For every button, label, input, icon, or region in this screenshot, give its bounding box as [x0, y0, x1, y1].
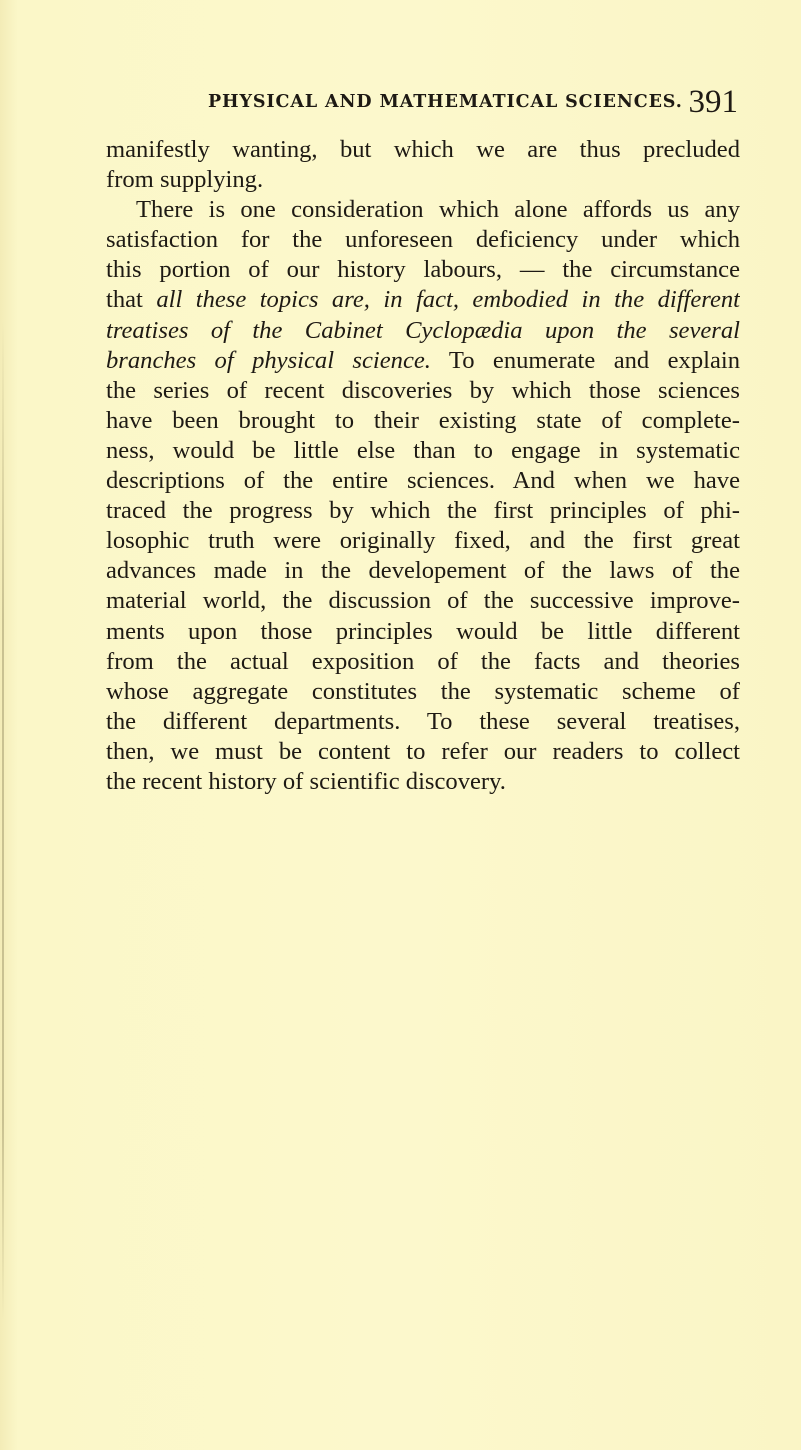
text-line: have been brought to their existing state of complete- — [106, 406, 740, 434]
running-header — [208, 84, 738, 124]
text-line: the series of recent discoveries by which those sciences — [106, 376, 740, 404]
text-line: then, we must be content to refer our readers to collect — [106, 737, 740, 765]
text-line: ments upon those principles would be little different — [106, 617, 740, 645]
text-line: ness, would be little else than to engage in systematic — [106, 436, 740, 464]
page-gutter-shadow — [2, 320, 4, 1320]
text-line: this portion of our history labours, — the circumstance — [106, 256, 740, 284]
text-line: branches of physical science. To enumerate and explain — [106, 346, 740, 374]
text-line: from the actual exposition of the facts and theories — [106, 647, 740, 675]
paragraph-end-line: the recent history of scientific discovery. — [106, 767, 506, 795]
text-line: from supplying. — [106, 166, 264, 194]
text-line: material world, the discussion of the successive improve- — [106, 587, 740, 615]
text-line: manifestly wanting, but which we are thus precluded — [106, 136, 740, 163]
text-line: advances made in the developement of the laws of the — [106, 557, 740, 585]
paragraph-start-line: There is one consideration which alone affords us any — [136, 196, 740, 224]
text-line: satisfaction for the unforeseen deficiency under which — [106, 226, 740, 254]
text-line: that all these topics are, in fact, embodied in the different — [106, 286, 740, 314]
body-text — [106, 135, 740, 797]
text-line: whose aggregate constitutes the systematic scheme of — [106, 677, 740, 705]
running-title: PHYSICAL AND MATHEMATICAL SCIENCES. — [208, 92, 683, 112]
page-number: 391 — [688, 84, 738, 120]
text-line: losophic truth were originally fixed, and the first great — [106, 527, 740, 555]
italic-phrase: branches of physical science. — [106, 346, 431, 374]
text-line: traced the progress by which the first principles of phi- — [106, 497, 740, 525]
italic-phrase: all these topics are, in fact, embodied in the different — [156, 286, 740, 314]
text-line: the different departments. To these several treatises, — [106, 707, 740, 735]
text-line: descriptions of the entire sciences. And when we have — [106, 467, 740, 495]
italic-line: treatises of the Cabinet Cyclopædia upon the several — [106, 316, 740, 344]
